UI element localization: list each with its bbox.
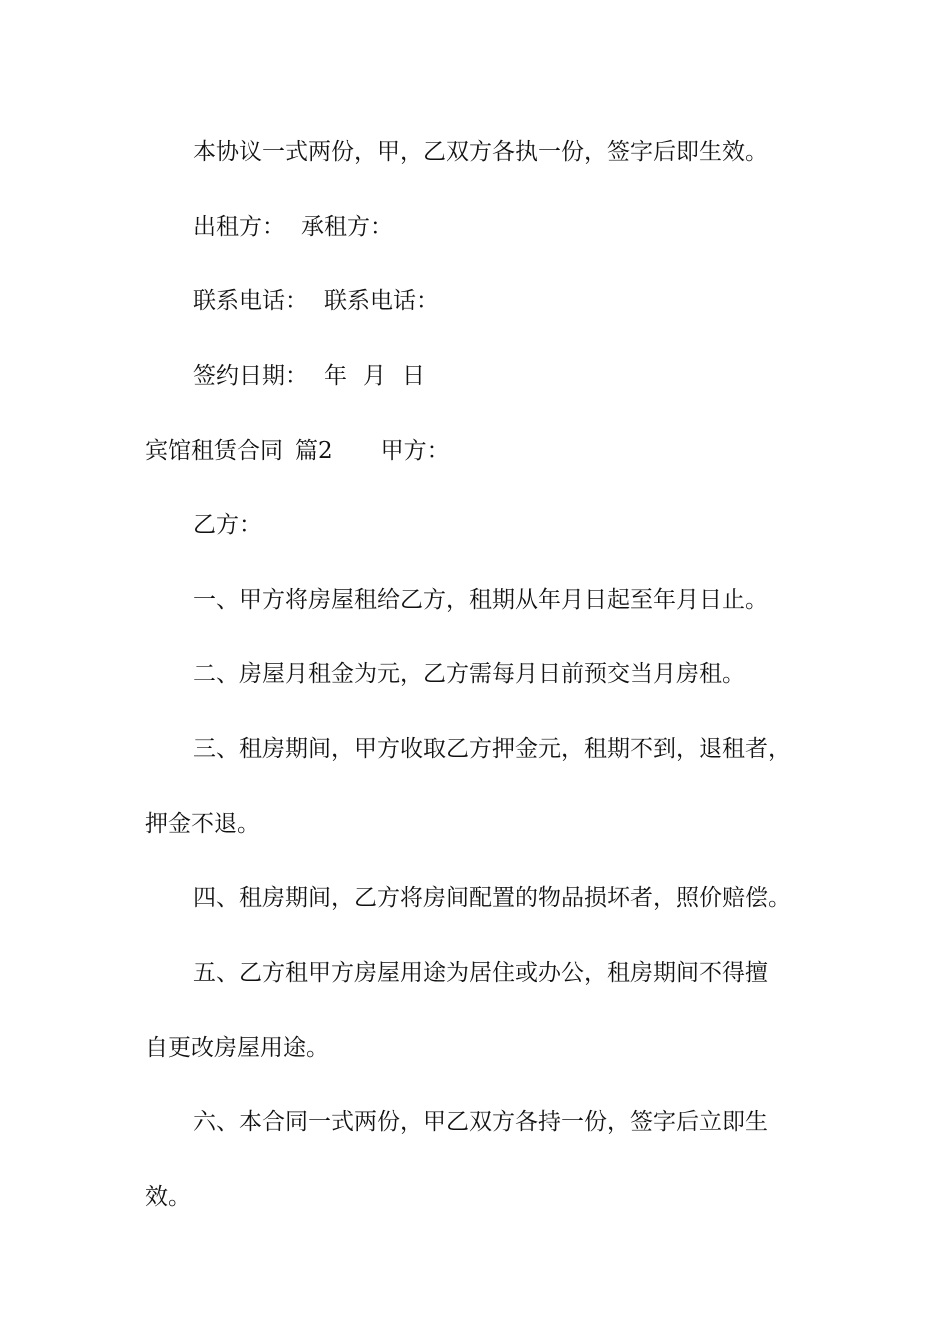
clause-5-line-1 <box>193 958 835 988</box>
clause-4-text: 四、租房期间，乙方将房间配置的物品损坏者，照价赔偿。 <box>193 885 791 911</box>
clause-6-line-2 <box>145 1182 835 1212</box>
clause-3-text-1: 三、租房期间，甲方收取乙方押金元，租期不到，退租者， <box>193 736 791 762</box>
section-heading-line <box>145 436 835 466</box>
lessor-label: 出租方： <box>193 214 285 240</box>
contact-phone-line <box>193 286 835 316</box>
clause-5-text-1: 五、乙方租甲方房屋用途为居住或办公，租房期间不得擅 <box>193 960 768 986</box>
clause-3-line-1 <box>193 734 835 764</box>
year-label: 年 <box>324 363 347 389</box>
agreement-copies-text: 本协议一式两份，甲，乙双方各执一份，签字后即生效。 <box>193 139 768 165</box>
section-title: 宾馆租赁合同 <box>145 438 283 464</box>
clause-3-text-2: 押金不退。 <box>145 811 260 837</box>
party-b-line <box>193 510 835 540</box>
clause-6-text-1: 六、本合同一式两份，甲乙双方各持一份，签字后立即生 <box>193 1109 768 1135</box>
clause-1 <box>193 585 835 615</box>
section-number: 篇2 <box>295 438 333 464</box>
party-a-label: 甲方： <box>380 438 450 464</box>
lessor-phone-label: 联系电话： <box>193 288 308 314</box>
clause-5-text-2: 自更改房屋用途。 <box>145 1035 329 1061</box>
clause-6-text-2: 效。 <box>145 1184 191 1210</box>
party-b-label: 乙方： <box>193 512 262 538</box>
clause-6-line-1 <box>193 1107 835 1137</box>
month-label: 月 <box>363 363 386 389</box>
day-label: 日 <box>402 363 425 389</box>
clause-1-text: 一、甲方将房屋租给乙方，租期从年月日起至年月日止。 <box>193 587 768 613</box>
lessee-phone-label: 联系电话： <box>324 288 439 314</box>
signature-parties-line <box>193 212 835 242</box>
sign-date-label: 签约日期： <box>193 363 308 389</box>
clause-2 <box>193 659 835 689</box>
paragraph-agreement-copies <box>193 137 835 167</box>
clause-3-line-2 <box>145 809 835 839</box>
clause-5-line-2 <box>145 1033 835 1063</box>
clause-4 <box>193 883 835 913</box>
clause-2-text: 二、房屋月租金为元，乙方需每月日前预交当月房租。 <box>193 661 745 687</box>
lessee-label: 承租方： <box>301 214 393 240</box>
sign-date-line <box>193 361 835 391</box>
